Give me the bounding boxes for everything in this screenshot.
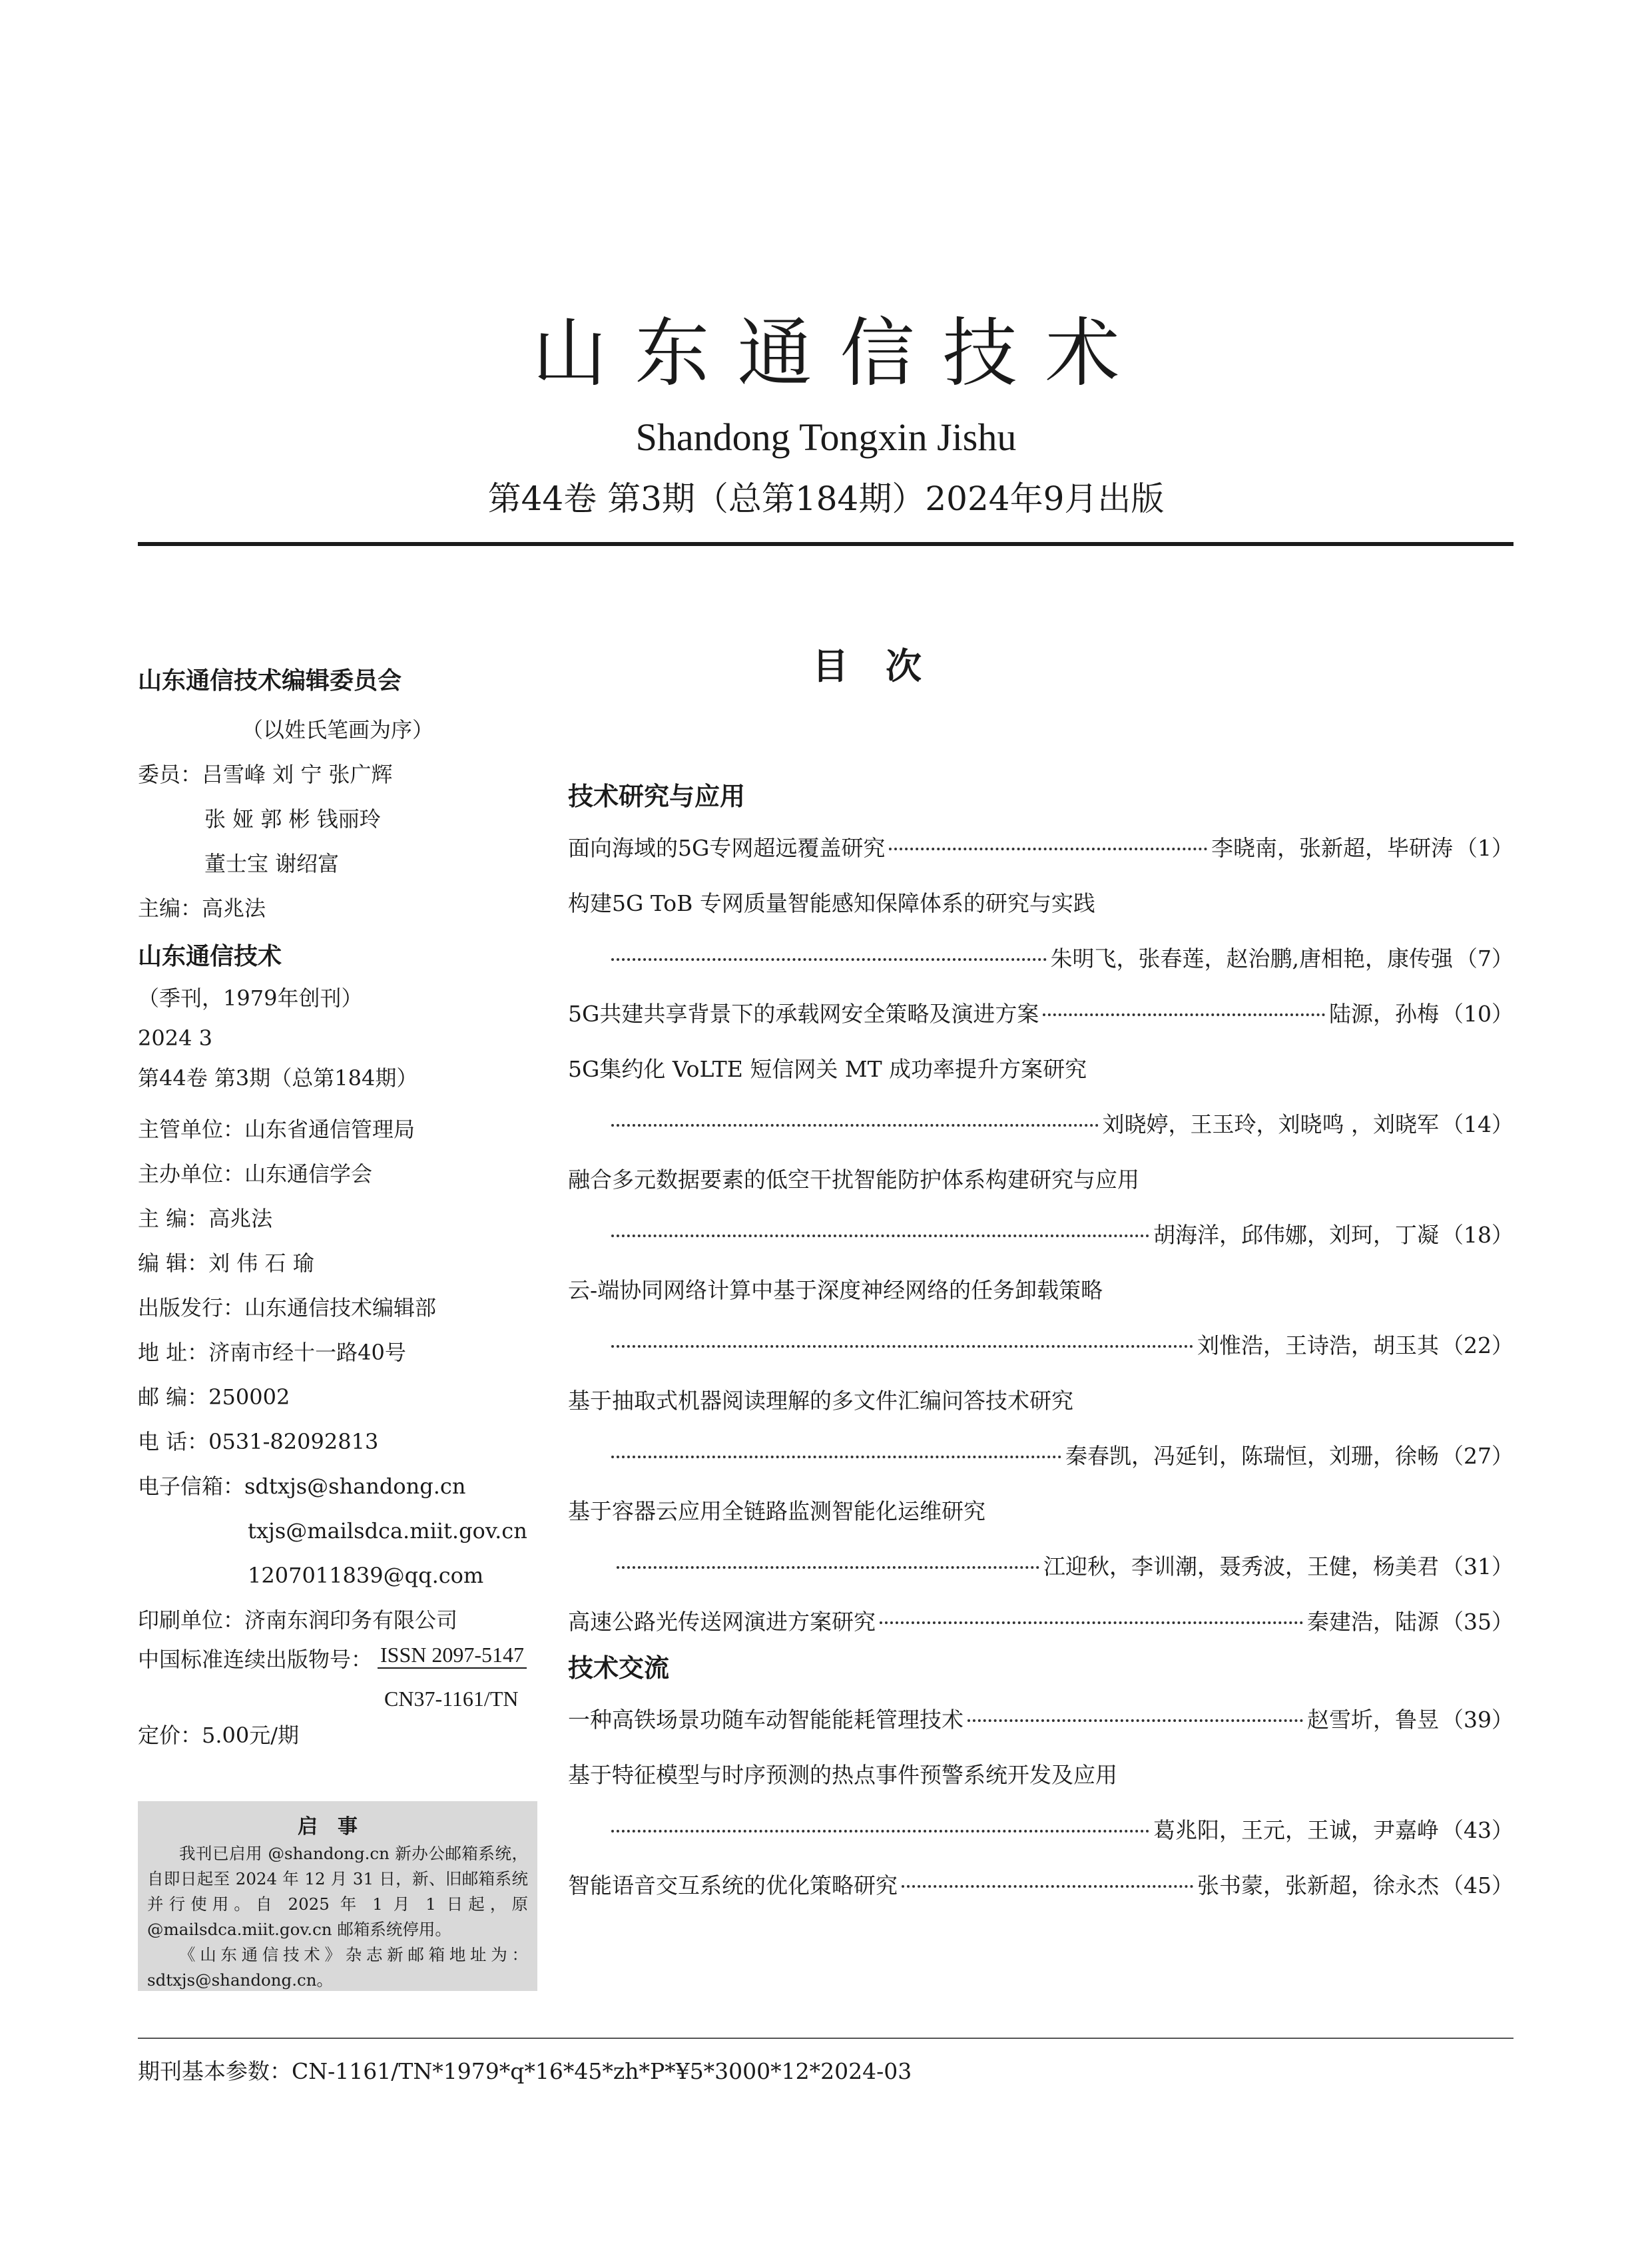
- toc-title: 目次: [812, 645, 959, 687]
- supervisor-unit: 主管单位：山东省通信管理局: [138, 1116, 415, 1142]
- notice-title: 启事: [298, 1815, 378, 1838]
- article-authors: 赵雪圻，鲁昱: [1307, 1707, 1439, 1733]
- address: 地 址：济南市经十一路40号: [138, 1339, 406, 1365]
- leader-dots: [611, 958, 1047, 961]
- toc-entry-authors-line: [568, 1539, 1514, 1594]
- footer-divider: [138, 2038, 1514, 2039]
- toc-entry-authors-line: [568, 1318, 1514, 1373]
- toc-entry[interactable]: [568, 986, 1514, 1041]
- toc-entry-title[interactable]: 云-端协同网络计算中基于深度神经网络的任务卸载策略: [568, 1277, 1103, 1303]
- price: 定价：5.00元/期: [138, 1722, 300, 1748]
- publisher: 出版发行：山东通信技术编辑部: [138, 1294, 437, 1320]
- toc-entry-title[interactable]: 基于容器云应用全链路监测智能化运维研究: [568, 1498, 985, 1524]
- toc-entry-title[interactable]: 5G集约化 VoLTE 短信网关 MT 成功率提升方案研究: [568, 1056, 1087, 1082]
- article-page: （18）: [1442, 1222, 1514, 1248]
- leader-dots: [611, 1124, 1099, 1127]
- leader-dots: [902, 1885, 1193, 1888]
- printer: 印刷单位：济南东润印务有限公司: [138, 1607, 458, 1633]
- issn-label: 中国标准连续出版物号：: [138, 1646, 373, 1672]
- journal-parameters: 期刊基本参数：CN-1161/TN*1979*q*16*45*zh*P*¥5*3000*12*2024-03: [138, 2058, 912, 2084]
- email-tertiary: 1207011839@qq.com: [248, 1562, 484, 1588]
- journal-issue: 第44卷 第3期（总第184期）: [138, 1065, 418, 1091]
- board-members-line-1: 委员：吕雪峰 刘 宁 张广辉: [138, 761, 393, 787]
- article-title: 面向海域的5G专网超远覆盖研究: [568, 835, 886, 861]
- sponsor-unit: 主办单位：山东通信学会: [138, 1161, 373, 1187]
- toc-entry[interactable]: [568, 1692, 1514, 1747]
- article-page: （27）: [1442, 1443, 1514, 1469]
- article-authors: 刘惟浩，王诗浩，胡玉其: [1197, 1332, 1439, 1358]
- article-page: （39）: [1442, 1707, 1514, 1733]
- article-authors: 胡海洋，邱伟娜，刘珂，丁凝: [1153, 1222, 1439, 1248]
- toc-entry-authors-line: [568, 1097, 1514, 1152]
- journal-date: 2024 3: [138, 1025, 212, 1051]
- article-authors: 秦建浩，陆源: [1307, 1609, 1439, 1635]
- email-secondary: txjs@mailsdca.miit.gov.cn: [248, 1518, 527, 1543]
- board-chief-editor: 主编：高兆法: [138, 895, 266, 921]
- article-page: （1）: [1456, 835, 1514, 861]
- article-title: 一种高铁场景功随车动智能能耗管理技术: [568, 1707, 964, 1733]
- toc-entry-authors-line: [568, 931, 1514, 986]
- journal-pinyin-title: Shandong Tongxin Jishu: [635, 416, 1017, 459]
- article-page: （22）: [1442, 1332, 1514, 1358]
- article-authors: 葛兆阳，王元，王诚，尹嘉峥: [1153, 1817, 1439, 1843]
- leader-dots: [611, 1235, 1149, 1237]
- article-title: 高速公路光传送网演进方案研究: [568, 1609, 876, 1635]
- leader-dots: [611, 1830, 1149, 1832]
- article-page: （35）: [1442, 1609, 1514, 1635]
- toc-entry-title[interactable]: 基于特征模型与时序预测的热点事件预警系统开发及应用: [568, 1762, 1117, 1788]
- toc-entry-authors-line: [568, 1207, 1514, 1262]
- header-divider: [138, 542, 1514, 546]
- toc-entry-title[interactable]: 基于抽取式机器阅读理解的多文件汇编问答技术研究: [568, 1388, 1073, 1414]
- leader-dots: [611, 1345, 1193, 1348]
- phone: 电 话：0531-82092813: [138, 1428, 379, 1454]
- board-order-note: （以姓氏笔画为序）: [241, 716, 433, 742]
- article-title: 5G共建共享背景下的承载网安全策略及演进方案: [568, 1001, 1039, 1027]
- issn-number: ISSN 2097-5147: [378, 1643, 527, 1669]
- article-authors: 江迎秋，李训潮，聂秀波，王健，杨美君: [1043, 1553, 1439, 1579]
- article-authors: 李晓南，张新超，毕研涛: [1211, 835, 1453, 861]
- notice-paragraph-2: 《山东通信技术》杂志新邮箱地址为：sdtxjs@shandong.cn。: [147, 1945, 528, 1990]
- article-title: 智能语音交互系统的优化策略研究: [568, 1872, 898, 1898]
- board-heading: 山东通信技术编辑委员会: [138, 667, 402, 695]
- toc-entry-authors-line: [568, 1803, 1514, 1858]
- journal-info-heading: 山东通信技术: [138, 942, 282, 970]
- issue-line: 第44卷 第3期（总第184期）2024年9月出版: [487, 479, 1165, 518]
- journal-frequency: （季刊，1979年创刊）: [138, 985, 363, 1011]
- leader-dots: [1043, 1013, 1325, 1016]
- left-column: [138, 666, 537, 1758]
- leader-dots: [880, 1621, 1303, 1624]
- editors: 编 辑：刘 伟 石 瑜: [138, 1250, 314, 1276]
- article-authors: 刘晓婷，王玉玲，刘晓鸣 ，刘晓军: [1102, 1111, 1439, 1137]
- article-authors: 秦春凯，冯延钊，陈瑞恒，刘珊，徐畅: [1065, 1443, 1439, 1469]
- leader-dots: [967, 1719, 1303, 1722]
- article-authors: 陆源，孙梅: [1329, 1001, 1439, 1027]
- toc-entry-title[interactable]: 构建5G ToB 专网质量智能感知保障体系的研究与实践: [568, 890, 1095, 916]
- board-members-line-2: 张 娅 郭 彬 钱丽玲: [204, 806, 381, 832]
- article-authors: 朱明飞，张春莲，赵治鹏,唐相艳，康传强: [1050, 946, 1453, 972]
- postcode: 邮 编：250002: [138, 1384, 290, 1410]
- editor-in-chief: 主 编：高兆法: [138, 1205, 273, 1231]
- cn-number: CN37-1161/TN: [384, 1686, 519, 1711]
- journal-title: 山东通信技术: [532, 310, 1148, 397]
- article-page: （7）: [1456, 946, 1514, 972]
- leader-dots: [617, 1566, 1039, 1569]
- toc-entry-title[interactable]: 融合多元数据要素的低空干扰智能防护体系构建研究与应用: [568, 1167, 1139, 1193]
- leader-dots: [889, 848, 1207, 850]
- article-page: （10）: [1442, 1001, 1514, 1027]
- email-primary: 电子信箱：sdtxjs@shandong.cn: [138, 1473, 466, 1499]
- notice-paragraph-1: 我刊已启用 @shandong.cn 新办公邮箱系统，自即日起至 2024 年 12 月 31 日，新、旧邮箱系统并行使用。自 2025 年 1 月 1 日起，原 @mailsdca.miit.gov.cn 邮箱系统停用。: [147, 1844, 528, 1939]
- leader-dots: [611, 1456, 1061, 1458]
- toc-entry[interactable]: [568, 820, 1514, 876]
- article-page: （31）: [1442, 1553, 1514, 1579]
- article-page: （43）: [1442, 1817, 1514, 1843]
- article-page: （45）: [1442, 1872, 1514, 1898]
- article-authors: 张书蒙，张新超，徐永杰: [1197, 1872, 1439, 1898]
- section-heading-research: 技术研究与应用: [568, 782, 746, 811]
- table-of-contents: [568, 772, 1514, 1913]
- board-members-line-3: 董士宝 谢绍富: [204, 850, 340, 876]
- article-page: （14）: [1442, 1111, 1514, 1137]
- issn-block: [138, 1643, 537, 1723]
- section-heading-exchange: 技术交流: [568, 1653, 670, 1683]
- toc-entry[interactable]: [568, 1594, 1514, 1649]
- notice-box: [138, 1801, 537, 1991]
- toc-entry-authors-line: [568, 1428, 1514, 1484]
- notice-body: [147, 1841, 528, 1993]
- toc-entry[interactable]: [568, 1858, 1514, 1913]
